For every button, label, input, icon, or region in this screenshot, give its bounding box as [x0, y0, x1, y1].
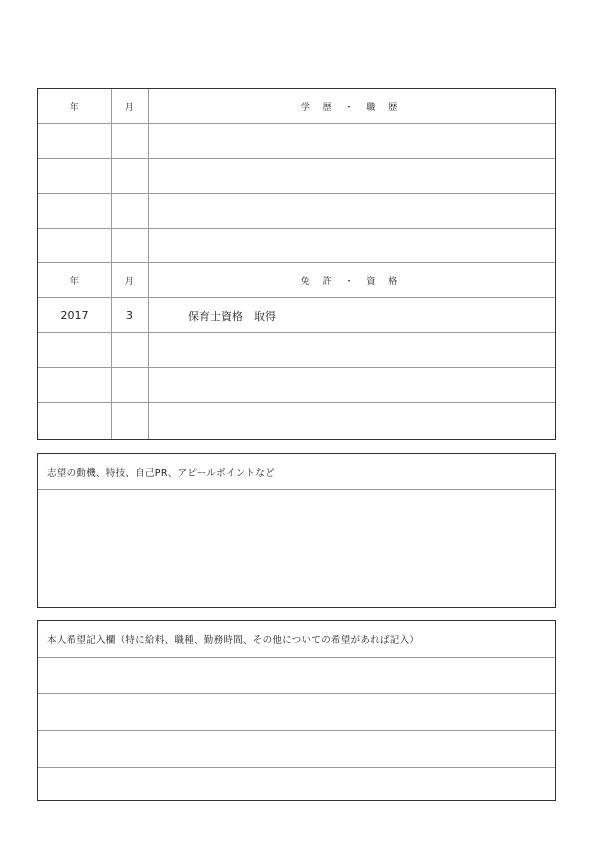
history-month-cell[interactable] [111, 124, 148, 159]
requests-line[interactable] [38, 657, 555, 694]
motivation-section [37, 453, 556, 608]
history-year-header: 年 [69, 102, 80, 113]
license-content-cell[interactable]: 保育士資格 取得 [188, 309, 276, 323]
history-month-cell[interactable] [111, 194, 148, 229]
table-row [38, 297, 555, 333]
history-month-header: 月 [124, 102, 135, 113]
history-year-cell[interactable] [38, 159, 111, 194]
history-year-cell[interactable] [38, 124, 111, 159]
license-month-cell[interactable] [111, 368, 148, 403]
license-title-header: 免 許 ・ 資 格 [300, 277, 403, 287]
requests-label: 本人希望記入欄（特に給料、職種、勤務時間、その他についての希望があれば記入） [47, 635, 420, 646]
license-month-header: 月 [124, 277, 135, 287]
license-content-cell[interactable] [148, 333, 555, 368]
requests-section [37, 620, 556, 801]
history-year-cell[interactable] [38, 229, 111, 263]
motivation-label: 志望の動機、特技、自己PR、アピールポイントなど [47, 467, 275, 479]
requests-line[interactable] [38, 767, 555, 801]
license-year-cell[interactable] [38, 333, 111, 368]
history-content-cell[interactable] [148, 159, 555, 194]
license-content-cell[interactable] [148, 368, 555, 403]
table-row [38, 123, 555, 159]
table-row [38, 402, 555, 440]
license-header-row [38, 262, 555, 298]
license-month-cell[interactable] [111, 333, 148, 368]
license-month-cell[interactable] [111, 403, 148, 440]
table-row [38, 228, 555, 263]
history-license-table [37, 88, 556, 440]
motivation-input-area[interactable] [38, 489, 555, 607]
history-content-cell[interactable] [148, 124, 555, 159]
history-year-cell[interactable] [38, 194, 111, 229]
history-content-cell[interactable] [148, 229, 555, 263]
history-month-cell[interactable] [111, 229, 148, 263]
license-month-cell[interactable]: 3 [126, 309, 133, 322]
table-row [38, 158, 555, 194]
license-year-header: 年 [69, 277, 80, 287]
license-year-cell[interactable] [38, 403, 111, 440]
table-row [38, 193, 555, 229]
requests-line[interactable] [38, 730, 555, 768]
history-month-cell[interactable] [111, 159, 148, 194]
table-row [38, 332, 555, 368]
table-row [38, 367, 555, 403]
license-year-cell[interactable] [38, 368, 111, 403]
requests-line[interactable] [38, 693, 555, 731]
license-year-cell[interactable]: 2017 [60, 309, 89, 322]
history-title-header: 学 歴 ・ 職 歴 [300, 102, 403, 113]
license-content-cell[interactable] [148, 403, 555, 440]
history-content-cell[interactable] [148, 194, 555, 229]
